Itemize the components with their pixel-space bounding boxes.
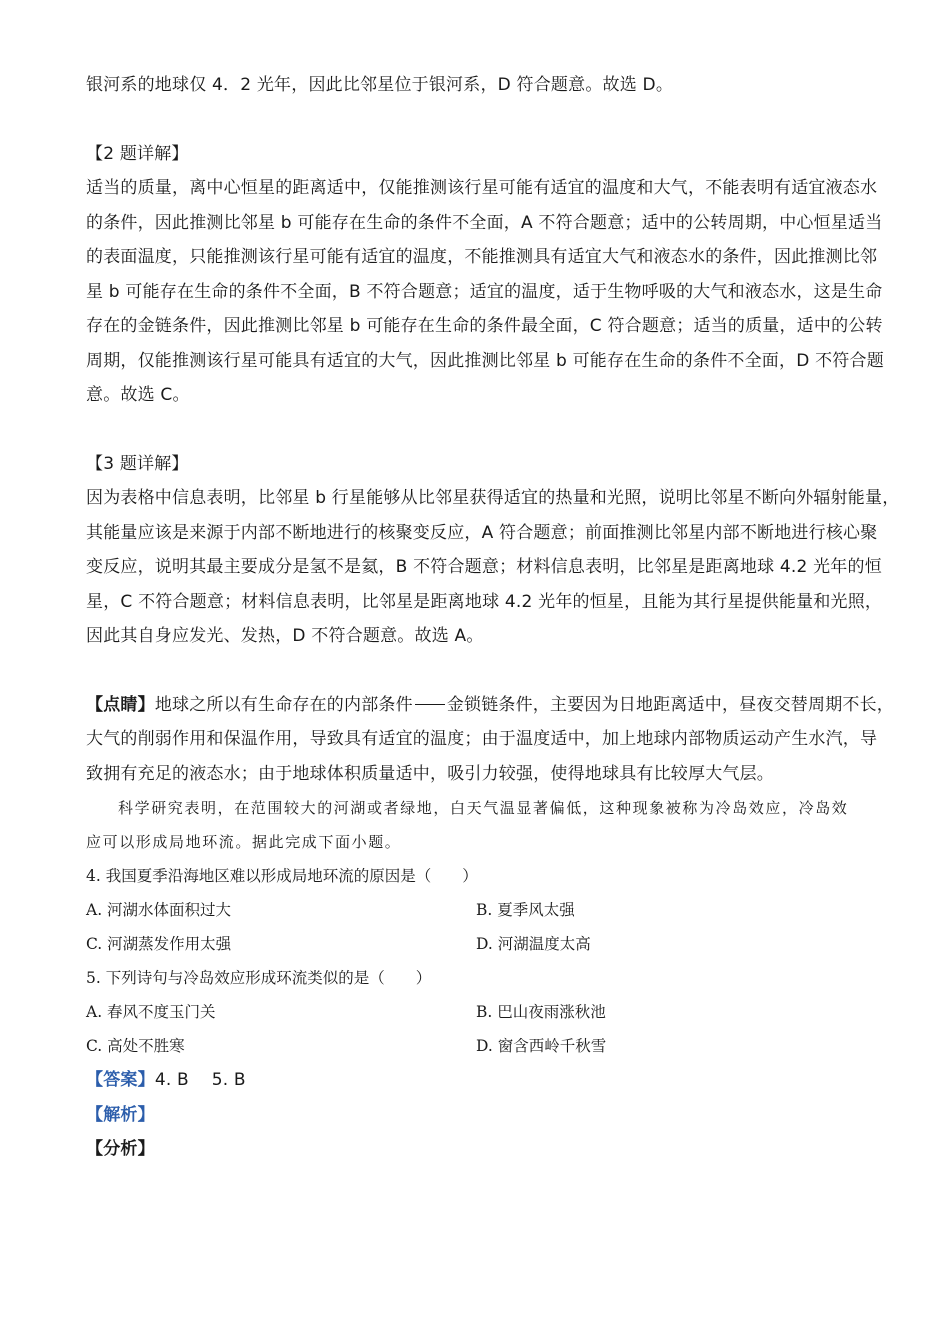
q3-line: 因此其自身应发光、发热，D 不符合题意。故选 A。 [86, 626, 484, 646]
tip-label: 【点睛】 [86, 694, 155, 715]
q2-line: 意。故选 C。 [86, 385, 190, 405]
q3-line: 因为表格中信息表明，比邻星 b 行星能够从比邻星获得适宜的热量和光照，说明比邻星不断向外辐射能量， [86, 488, 900, 508]
q4-stem: 4. 我国夏季沿海地区难以形成局地环流的原因是（ ） [86, 867, 478, 885]
q2-detail-heading: 【2 题详解】 [86, 143, 189, 164]
q4-option-a: A. 河湖水体面积过大 [86, 901, 232, 919]
q2-line: 周期，仅能推测该行星可能具有适宜的大气，因此推测比邻星 b 可能存在生命的条件不全面，D 不符合题 [86, 350, 884, 371]
q5-options-row-1 [86, 995, 886, 1029]
answer-label: 【答案】 [86, 1070, 155, 1090]
material-line-2: 应可以形成局地环流。据此完成下面小题。 [86, 833, 402, 851]
analysis-label: 【解析】 [86, 1104, 155, 1125]
document-page [86, 68, 900, 1167]
q4-option-b: B. 夏季风太强 [476, 901, 575, 919]
q5-option-a: A. 春风不度玉门关 [86, 1003, 216, 1021]
q3-line: 星，C 不符合题意；材料信息表明，比邻星是距离地球 4.2 光年的恒星，且能为其行星提供能量和光照， [86, 591, 883, 612]
q3-detail-heading: 【3 题详解】 [86, 453, 189, 474]
q5-stem: 5. 下列诗句与冷岛效应形成环流类似的是（ ） [86, 969, 432, 987]
q5-option-d: D. 窗含西岭千秋雪 [476, 1037, 607, 1055]
tip-line-1 [86, 688, 895, 723]
q3-line: 其能量应该是来源于内部不断地进行的核聚变反应，A 符合题意；前面推测比邻星内部不断地进行核心聚 [86, 522, 878, 543]
fenxi-label: 【分析】 [86, 1139, 155, 1159]
q5-option-c: C. 高处不胜寒 [86, 1037, 185, 1055]
q2-line: 存在的金链条件，因此推测比邻星 b 可能存在生命的条件最全面，C 符合题意；适当的质量，适中的公转 [86, 316, 883, 336]
answer-line [86, 1063, 886, 1098]
tip-text-b: 金锁链条件，主要因为日地距离适中，昼夜交替周期不长， [446, 694, 895, 715]
q4-options-row-1 [86, 893, 886, 927]
q2-line: 星 b 可能存在生命的条件不全面，B 不符合题意；适宜的温度，适于生物呼吸的大气和液态水，这是生命 [86, 281, 883, 302]
answer-value: 4. B 5. B [154, 1070, 246, 1090]
tip-text-a: 地球之所以有生命存在的内部条件 [154, 694, 413, 715]
q5-option-b: B. 巴山夜雨涨秋池 [476, 1003, 606, 1021]
q5-options-row-2 [86, 1029, 886, 1063]
q2-line: 的条件，因此推测比邻星 b 可能存在生命的条件不全面，A 不符合题意；适中的公转周期，中心恒星适当 [86, 212, 883, 233]
q1-explanation-tail: 银河系的地球仅 4．2 光年，因此比邻星位于银河系，D 符合题意。故选 D。 [86, 75, 674, 95]
tip-line-2: 大气的削弱作用和保温作用，导致具有适宜的温度；由于温度适中，加上地球内部物质运动产生水汽，导 [86, 729, 878, 749]
q4-options-row-2 [86, 927, 886, 961]
tip-line-3: 致拥有充足的液态水；由于地球体积质量适中，吸引力较强，使得地球具有比较厚大气层。 [86, 763, 774, 784]
material-line-1: 科学研究表明，在范围较大的河湖或者绿地，白天气温显著偏低，这种现象被称为冷岛效应，冷岛效 [118, 799, 849, 817]
dash-divider [415, 704, 445, 705]
q4-option-c: C. 河湖蒸发作用太强 [86, 935, 232, 953]
q3-line: 变反应，说明其最主要成分是氢不是氦，B 不符合题意；材料信息表明，比邻星是距离地球 4.2 光年的恒 [86, 557, 882, 577]
q2-detail-body [86, 171, 886, 413]
q3-detail-body [86, 481, 900, 654]
q2-line: 的表面温度，只能推测该行星可能有适宜的温度，不能推测具有适宜大气和液态水的条件，因此推测比邻 [86, 247, 878, 267]
q2-line: 适当的质量，离中心恒星的距离适中，仅能推测该行星可能有适宜的温度和大气，不能表明有适宜液态水 [86, 178, 878, 198]
q4-option-d: D. 河湖温度太高 [476, 935, 591, 953]
